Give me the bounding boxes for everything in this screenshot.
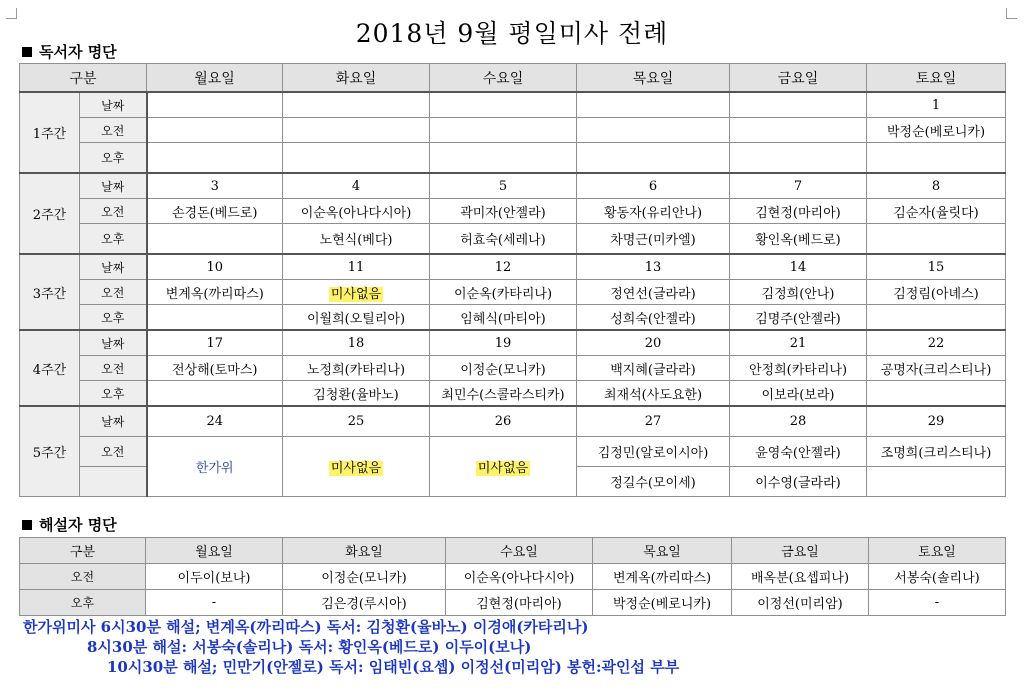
reader-cell [430,437,577,497]
date-cell: 22 [867,330,1006,356]
header-cell: 금요일 [730,64,867,93]
header-cell: 금요일 [732,538,869,564]
row-label: 오후 [80,381,147,407]
week1-pm-row [20,143,1006,174]
date-cell [577,92,730,118]
reader-cell: 김청환(율바노) [283,381,430,407]
reader-table [19,63,1006,497]
reader-header-row [20,64,1006,93]
header-cell: 화요일 [283,64,430,93]
week2-date-row [20,173,1006,199]
row-label: 날짜 [80,406,147,437]
reader-cell [147,118,283,143]
commentator-cell: 이순옥(아나다시아) [446,564,593,590]
week5-am-row [20,437,1006,467]
row-label: 날짜 [80,254,147,280]
square-bullet-icon [22,520,32,530]
reader-cell [147,143,283,174]
date-cell: 3 [147,173,283,199]
week4-am-row [20,356,1006,381]
reader-cell: 변계옥(까리따스) [147,280,283,305]
reader-cell: 이정순(모니카) [430,356,577,381]
reader-heading-text: 독서자 명단 [39,43,117,61]
date-cell: 5 [430,173,577,199]
note-line: 10시30분 해설; 민만기(안젤로) 독서: 임태빈(요셉) 이정선(미리암) 봉헌:곽인섭 부부 [107,658,680,676]
reader-cell: 김명주(안젤라) [730,305,867,331]
reader-cell: 윤영숙(안젤라) [730,437,867,467]
week4-pm-row [20,381,1006,407]
reader-cell [147,381,283,407]
commentator-pm-row [20,590,1006,616]
header-cell: 목요일 [593,538,732,564]
header-cell: 월요일 [146,538,283,564]
reader-cell: 곽미자(안젤라) [430,199,577,224]
row-label: 오후 [80,305,147,331]
no-mass-highlight: 미사없음 [477,461,529,476]
reader-cell: 전상해(토마스) [147,356,283,381]
commentator-cell: 박정순(베로니카) [593,590,732,616]
reader-cell: 임혜식(마티아) [430,305,577,331]
header-cell: 토요일 [867,64,1006,93]
row-label: 오후 [80,224,147,255]
reader-cell [730,118,867,143]
date-cell: 27 [577,406,730,437]
row-label: 날짜 [80,92,147,118]
date-cell: 4 [283,173,430,199]
reader-cell [577,118,730,143]
date-cell: 13 [577,254,730,280]
note-line: 8시30분 해설: 서봉숙(솔리나) 독서: 황인옥(베드로) 이두이(보나) [87,638,532,656]
commentator-table [19,537,1006,616]
reader-cell: 김정민(알로이시아) [577,437,730,467]
reader-cell [577,143,730,174]
row-label: 오전 [80,356,147,381]
date-cell [730,92,867,118]
commentator-cell: 김은경(루시아) [283,590,446,616]
reader-cell: 이수영(글라라) [730,467,867,497]
commentator-header-row [20,538,1006,564]
reader-cell: 정길수(모이세) [577,467,730,497]
row-label: 오전 [80,118,147,143]
week-label: 2주간 [20,173,80,254]
week3-am-row [20,280,1006,305]
reader-cell: 노현식(베다) [283,224,430,255]
header-cell: 구분 [20,538,146,564]
no-mass-highlight: 미사없음 [330,286,382,302]
week1-am-row [20,118,1006,143]
date-cell: 18 [283,330,430,356]
reader-cell [867,305,1006,331]
date-cell: 10 [147,254,283,280]
reader-cell: 백지혜(글라라) [577,356,730,381]
commentator-cell: 배옥분(요셉피나) [732,564,869,590]
week3-date-row [20,254,1006,280]
reader-cell: 성희숙(안젤라) [577,305,730,331]
reader-cell [867,143,1006,174]
week-label: 4주간 [20,330,80,406]
reader-cell: 이순옥(카타리나) [430,280,577,305]
reader-cell: 황인옥(베드로) [730,224,867,255]
no-mass-highlight: 미사없음 [330,461,382,476]
row-label: 오전 [20,564,146,590]
reader-cell [283,143,430,174]
reader-cell: 최재석(사도요한) [577,381,730,407]
reader-cell: 공명자(크리스티나) [867,356,1006,381]
reader-cell [283,118,430,143]
reader-cell [430,143,577,174]
date-cell: 8 [867,173,1006,199]
reader-cell: 손경돈(베드로) [147,199,283,224]
header-cell: 수요일 [430,64,577,93]
reader-cell: 허효숙(세레나) [430,224,577,255]
date-cell: 7 [730,173,867,199]
row-label: 오전 [80,199,147,224]
commentator-cell: 서봉숙(솔리나) [869,564,1006,590]
reader-cell: 안정희(카타리나) [730,356,867,381]
reader-cell [283,280,430,305]
reader-cell: 조명희(크리스티나) [867,437,1006,467]
reader-cell: 최민수(스콜라스티카) [430,381,577,407]
row-label: 오전 [80,280,147,305]
header-cell: 토요일 [869,538,1006,564]
date-cell [147,92,283,118]
date-cell: 26 [430,406,577,437]
commentator-heading-text: 해설자 명단 [39,516,117,534]
reader-cell: 김현정(마리아) [730,199,867,224]
reader-cell [147,224,283,255]
reader-cell: 황동자(유리안나) [577,199,730,224]
commentator-cell: - [869,590,1006,616]
reader-cell: 김순자(율릿다) [867,199,1006,224]
reader-cell: 정연선(글라라) [577,280,730,305]
commentator-cell: 김현정(마리아) [446,590,593,616]
chuseok-mass-notes [23,617,679,677]
commentator-list-heading [22,514,117,535]
week-label: 5주간 [20,406,80,497]
commentator-am-row [20,564,1006,590]
holiday-cell: 한가위 [147,437,283,497]
date-cell: 21 [730,330,867,356]
date-cell [430,92,577,118]
date-cell: 15 [867,254,1006,280]
date-cell: 25 [283,406,430,437]
date-cell: 6 [577,173,730,199]
header-cell: 구분 [20,64,147,93]
page-title: 2018년 9월 평일미사 전례 [355,19,669,48]
row-label: 오전 [80,437,147,467]
row-label: 오후 [20,590,146,616]
week2-am-row [20,199,1006,224]
reader-cell [147,305,283,331]
header-cell: 화요일 [283,538,446,564]
reader-cell: 김정희(안나) [730,280,867,305]
row-label-empty [80,467,147,497]
date-cell: 28 [730,406,867,437]
row-label: 날짜 [80,173,147,199]
reader-cell: 이월희(오틸리아) [283,305,430,331]
reader-cell: 이순옥(아나다시아) [283,199,430,224]
commentator-cell: 이정순(모니카) [283,564,446,590]
date-cell: 11 [283,254,430,280]
reader-cell [430,118,577,143]
week1-date-row [20,92,1006,118]
reader-cell [730,143,867,174]
header-cell: 월요일 [147,64,283,93]
date-cell: 17 [147,330,283,356]
date-cell: 19 [430,330,577,356]
reader-cell [867,467,1006,497]
week5-date-row [20,406,1006,437]
reader-cell [867,381,1006,407]
note-line: 한가위미사 6시30분 해설; 변계옥(까리따스) 독서: 김청환(율바노) 이경애(카타리나) [23,618,589,636]
reader-cell: 이보라(보라) [730,381,867,407]
date-cell: 24 [147,406,283,437]
week2-pm-row [20,224,1006,255]
week-label: 1주간 [20,92,80,173]
week-label: 3주간 [20,254,80,330]
row-label: 오후 [80,143,147,174]
date-cell: 29 [867,406,1006,437]
date-cell: 14 [730,254,867,280]
date-cell: 1 [867,92,1006,118]
commentator-cell: 변계옥(까리따스) [593,564,732,590]
reader-list-heading [22,41,117,62]
header-cell: 목요일 [577,64,730,93]
date-cell: 12 [430,254,577,280]
reader-cell [867,224,1006,255]
commentator-cell: - [146,590,283,616]
commentator-cell: 이정선(미리암) [732,590,869,616]
reader-cell: 박정순(베로니카) [867,118,1006,143]
header-cell: 수요일 [446,538,593,564]
reader-cell: 김정림(아녜스) [867,280,1006,305]
week4-date-row [20,330,1006,356]
reader-cell: 노정희(카타리나) [283,356,430,381]
reader-cell [283,437,430,497]
square-bullet-icon [22,47,32,57]
week3-pm-row [20,305,1006,331]
date-cell: 20 [577,330,730,356]
date-cell [283,92,430,118]
row-label: 날짜 [80,330,147,356]
commentator-cell: 이두이(보나) [146,564,283,590]
reader-cell: 차명근(미카엘) [577,224,730,255]
